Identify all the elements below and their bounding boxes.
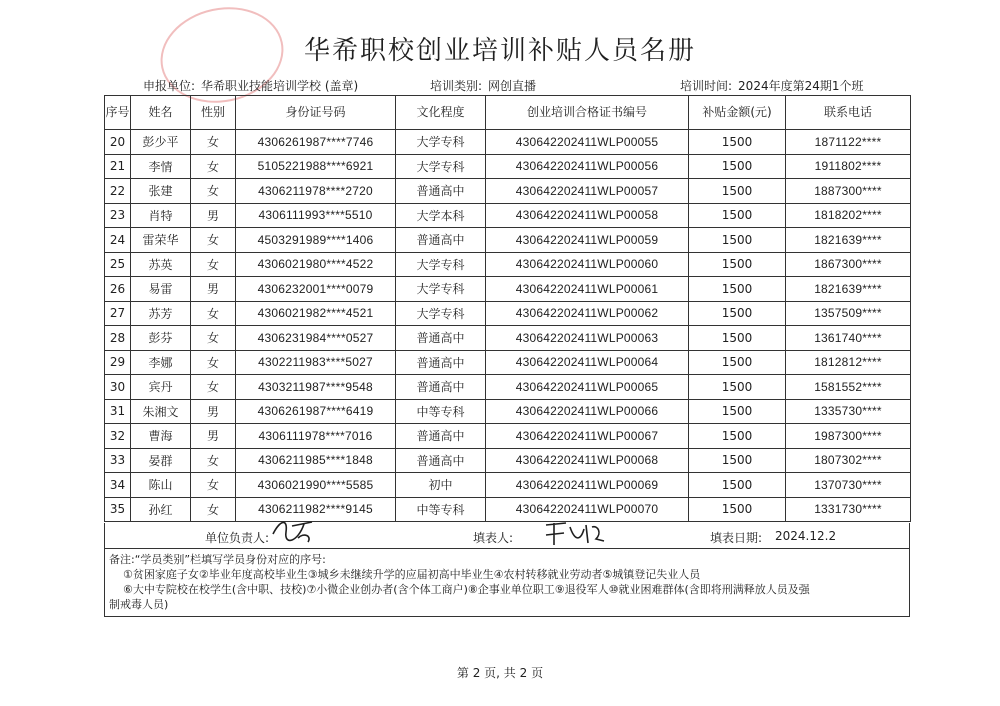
gender-cell: 女	[191, 252, 236, 277]
org-label: 申报单位:	[143, 79, 196, 93]
row-index: 29	[105, 350, 131, 375]
table-row	[105, 350, 911, 375]
row-index: 35	[105, 497, 131, 522]
certificate-number-cell: 430642202411WLP00059	[486, 228, 689, 253]
row-index: 28	[105, 326, 131, 351]
id-number-cell: 4306232001****0079	[236, 277, 396, 302]
subsidy-amount-cell: 1500	[689, 228, 786, 253]
certificate-number-cell: 430642202411WLP00064	[486, 350, 689, 375]
gender-cell: 女	[191, 473, 236, 498]
phone-cell: 1821639****	[786, 277, 911, 302]
id-number-cell: 4306021990****5585	[236, 473, 396, 498]
row-index: 34	[105, 473, 131, 498]
date-label: 填表日期:	[710, 531, 763, 545]
table-row	[105, 473, 911, 498]
gender-cell: 女	[191, 228, 236, 253]
org-value: 华希职业技能培训学校 (盖章)	[201, 79, 359, 93]
id-number-cell: 4306111993****5510	[236, 203, 396, 228]
col-header: 性别	[191, 96, 236, 130]
subsidy-amount-cell: 1500	[689, 448, 786, 473]
phone-cell: 1987300****	[786, 424, 911, 449]
name-cell: 晏群	[131, 448, 191, 473]
education-cell: 普通高中	[396, 448, 486, 473]
subsidy-amount-cell: 1500	[689, 350, 786, 375]
row-index: 25	[105, 252, 131, 277]
gender-cell: 男	[191, 277, 236, 302]
col-header: 创业培训合格证书编号	[486, 96, 689, 130]
id-number-cell: 4306211982****9145	[236, 497, 396, 522]
subsidy-amount-cell: 1500	[689, 130, 786, 155]
gender-cell: 男	[191, 399, 236, 424]
name-cell: 曹海	[131, 424, 191, 449]
id-number-cell: 4306211985****1848	[236, 448, 396, 473]
certificate-number-cell: 430642202411WLP00068	[486, 448, 689, 473]
education-cell: 普通高中	[396, 424, 486, 449]
certificate-number-cell: 430642202411WLP00057	[486, 179, 689, 204]
education-cell: 大学专科	[396, 130, 486, 155]
table-row	[105, 277, 911, 302]
table-row	[105, 497, 911, 522]
phone-cell: 1821639****	[786, 228, 911, 253]
subsidy-amount-cell: 1500	[689, 424, 786, 449]
gender-cell: 女	[191, 130, 236, 155]
certificate-number-cell: 430642202411WLP00065	[486, 375, 689, 400]
id-number-cell: 4302211983****5027	[236, 350, 396, 375]
name-cell: 张建	[131, 179, 191, 204]
type-field	[430, 77, 536, 94]
table-row	[105, 301, 911, 326]
phone-cell: 1887300****	[786, 179, 911, 204]
row-index: 21	[105, 154, 131, 179]
name-cell: 李情	[131, 154, 191, 179]
remarks-line: 备注:“学员类别”栏填写学员身份对应的序号:	[109, 553, 326, 566]
education-cell: 普通高中	[396, 179, 486, 204]
table-row	[105, 375, 911, 400]
row-index: 24	[105, 228, 131, 253]
page-number: 第 2 页, 共 2 页	[456, 666, 544, 680]
subsidy-amount-cell: 1500	[689, 154, 786, 179]
phone-cell: 1911802****	[786, 154, 911, 179]
gender-cell: 女	[191, 375, 236, 400]
certificate-number-cell: 430642202411WLP00056	[486, 154, 689, 179]
certificate-number-cell: 430642202411WLP00062	[486, 301, 689, 326]
certificate-number-cell: 430642202411WLP00069	[486, 473, 689, 498]
name-cell: 宾丹	[131, 375, 191, 400]
subsidy-amount-cell: 1500	[689, 301, 786, 326]
subsidy-amount-cell: 1500	[689, 326, 786, 351]
col-header: 补贴金额(元)	[689, 96, 786, 130]
col-header: 序号	[105, 96, 131, 130]
phone-cell: 1361740****	[786, 326, 911, 351]
table-row	[105, 203, 911, 228]
row-index: 23	[105, 203, 131, 228]
name-cell: 孙红	[131, 497, 191, 522]
education-cell: 初中	[396, 473, 486, 498]
phone-cell: 1357509****	[786, 301, 911, 326]
org-field	[143, 77, 358, 94]
name-cell: 苏英	[131, 252, 191, 277]
name-cell: 朱湘文	[131, 399, 191, 424]
remarks-line: ⑥大中专院校在校学生(含中职、技校)⑦小微企业创办者(含个体工商户)⑧企事业单位职工⑨退役军人⑩就业困难群体(含即将刑满释放人员及强	[123, 583, 810, 596]
name-cell: 雷荣华	[131, 228, 191, 253]
subsidy-amount-cell: 1500	[689, 203, 786, 228]
id-number-cell: 4306021980****4522	[236, 252, 396, 277]
phone-cell: 1871122****	[786, 130, 911, 155]
id-number-cell: 5105221988****6921	[236, 154, 396, 179]
remarks-box	[104, 549, 910, 617]
phone-cell: 1867300****	[786, 252, 911, 277]
phone-cell: 1807302****	[786, 448, 911, 473]
gender-cell: 男	[191, 424, 236, 449]
name-cell: 苏芳	[131, 301, 191, 326]
row-index: 30	[105, 375, 131, 400]
table-row	[105, 326, 911, 351]
table-row	[105, 154, 911, 179]
phone-cell: 1581552****	[786, 375, 911, 400]
row-index: 27	[105, 301, 131, 326]
certificate-number-cell: 430642202411WLP00070	[486, 497, 689, 522]
education-cell: 中等专科	[396, 497, 486, 522]
row-index: 32	[105, 424, 131, 449]
id-number-cell: 4303211987****9548	[236, 375, 396, 400]
col-header: 姓名	[131, 96, 191, 130]
name-cell: 彭少平	[131, 130, 191, 155]
gender-cell: 女	[191, 179, 236, 204]
certificate-number-cell: 430642202411WLP00063	[486, 326, 689, 351]
gender-cell: 女	[191, 154, 236, 179]
phone-cell: 1331730****	[786, 497, 911, 522]
col-header: 联系电话	[786, 96, 911, 130]
col-header: 文化程度	[396, 96, 486, 130]
remarks-line: ①贫困家庭子女②毕业年度高校毕业生③城乡未继续升学的应届初高中毕业生④农村转移就业劳动者⑤城镇登记失业人员	[123, 568, 701, 581]
filler-label: 填表人:	[473, 531, 514, 545]
id-number-cell: 4306231984****0527	[236, 326, 396, 351]
table-header-row	[105, 96, 911, 130]
subsidy-amount-cell: 1500	[689, 252, 786, 277]
certificate-number-cell: 430642202411WLP00055	[486, 130, 689, 155]
time-value: 2024年度第24期1个班	[738, 79, 864, 93]
roster-table	[104, 95, 911, 522]
time-label: 培训时间:	[680, 79, 733, 93]
id-number-cell: 4306211978****2720	[236, 179, 396, 204]
signature-row	[104, 523, 910, 549]
id-number-cell: 4306261987****6419	[236, 399, 396, 424]
id-number-cell: 4306261987****7746	[236, 130, 396, 155]
education-cell: 普通高中	[396, 228, 486, 253]
name-cell: 陈山	[131, 473, 191, 498]
leader-label: 单位负责人:	[205, 531, 270, 545]
education-cell: 大学本科	[396, 203, 486, 228]
type-label: 培训类别:	[430, 79, 483, 93]
gender-cell: 女	[191, 326, 236, 351]
phone-cell: 1370730****	[786, 473, 911, 498]
education-cell: 大学专科	[396, 154, 486, 179]
certificate-number-cell: 430642202411WLP00061	[486, 277, 689, 302]
name-cell: 肖特	[131, 203, 191, 228]
education-cell: 大学专科	[396, 277, 486, 302]
table-row	[105, 424, 911, 449]
time-field	[680, 77, 864, 94]
id-number-cell: 4306021982****4521	[236, 301, 396, 326]
row-index: 33	[105, 448, 131, 473]
certificate-number-cell: 430642202411WLP00060	[486, 252, 689, 277]
gender-cell: 女	[191, 301, 236, 326]
name-cell: 李娜	[131, 350, 191, 375]
row-index: 26	[105, 277, 131, 302]
col-header: 身份证号码	[236, 96, 396, 130]
row-index: 22	[105, 179, 131, 204]
education-cell: 中等专科	[396, 399, 486, 424]
table-row	[105, 228, 911, 253]
name-cell: 易雷	[131, 277, 191, 302]
subsidy-amount-cell: 1500	[689, 277, 786, 302]
certificate-number-cell: 430642202411WLP00066	[486, 399, 689, 424]
row-index: 20	[105, 130, 131, 155]
education-cell: 普通高中	[396, 375, 486, 400]
gender-cell: 男	[191, 203, 236, 228]
subsidy-amount-cell: 1500	[689, 179, 786, 204]
table-row	[105, 130, 911, 155]
education-cell: 普通高中	[396, 350, 486, 375]
id-number-cell: 4503291989****1406	[236, 228, 396, 253]
subsidy-amount-cell: 1500	[689, 375, 786, 400]
table-row	[105, 179, 911, 204]
subsidy-amount-cell: 1500	[689, 497, 786, 522]
phone-cell: 1812812****	[786, 350, 911, 375]
education-cell: 大学专科	[396, 301, 486, 326]
gender-cell: 女	[191, 448, 236, 473]
phone-cell: 1818202****	[786, 203, 911, 228]
subsidy-amount-cell: 1500	[689, 399, 786, 424]
table-row	[105, 399, 911, 424]
table-row	[105, 448, 911, 473]
document-title: 华希职校创业培训补贴人员名册	[303, 36, 696, 66]
subsidy-amount-cell: 1500	[689, 473, 786, 498]
table-row	[105, 252, 911, 277]
certificate-number-cell: 430642202411WLP00067	[486, 424, 689, 449]
education-cell: 大学专科	[396, 252, 486, 277]
row-index: 31	[105, 399, 131, 424]
remarks-line: 制戒毒人员)	[109, 598, 169, 611]
name-cell: 彭芬	[131, 326, 191, 351]
type-value: 网创直播	[488, 79, 537, 93]
phone-cell: 1335730****	[786, 399, 911, 424]
certificate-number-cell: 430642202411WLP00058	[486, 203, 689, 228]
id-number-cell: 4306111978****7016	[236, 424, 396, 449]
gender-cell: 女	[191, 497, 236, 522]
education-cell: 普通高中	[396, 326, 486, 351]
date-value: 2024.12.2	[775, 529, 837, 543]
gender-cell: 女	[191, 350, 236, 375]
